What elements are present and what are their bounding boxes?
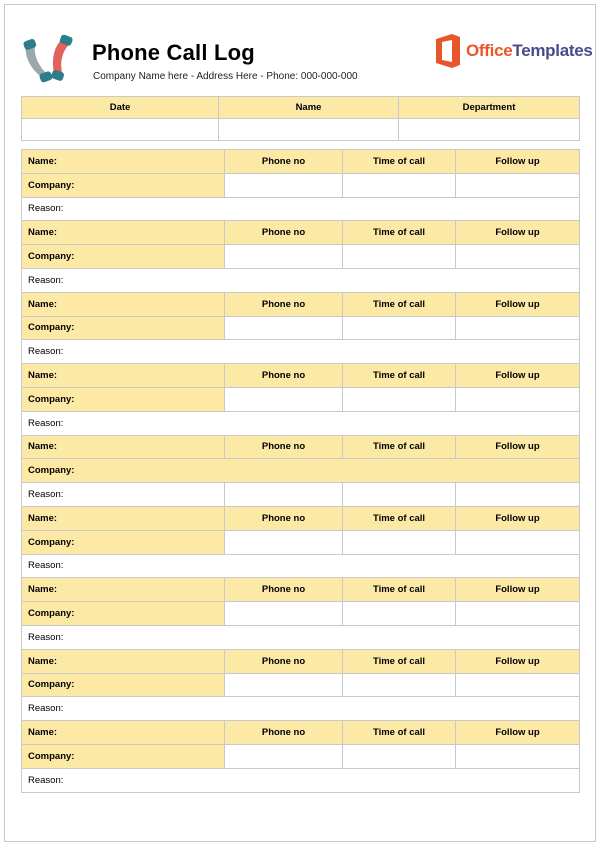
date-field[interactable] <box>22 119 219 141</box>
phone-no-field[interactable] <box>225 744 343 768</box>
phone-no-header: Phone no <box>225 721 343 745</box>
time-of-call-header: Time of call <box>343 578 456 602</box>
phone-no-header: Phone no <box>225 292 343 316</box>
follow-up-header: Follow up <box>456 221 580 245</box>
log-entry-reason-row <box>22 411 580 435</box>
log-entry-reason-row <box>22 268 580 292</box>
time-of-call-field[interactable] <box>343 316 456 340</box>
reason-label[interactable]: Reason: <box>22 268 580 292</box>
summary-input-row <box>22 119 580 141</box>
time-of-call-header: Time of call <box>343 435 456 459</box>
time-of-call-field[interactable] <box>343 173 456 197</box>
company-label: Company: <box>22 530 225 554</box>
time-of-call-header: Time of call <box>343 364 456 388</box>
time-of-call-field[interactable] <box>343 245 456 269</box>
date-header: Date <box>22 97 219 119</box>
brand-name <box>466 41 593 61</box>
department-header: Department <box>399 97 580 119</box>
company-label: Company: <box>22 387 225 411</box>
log-entry-name-row <box>22 364 580 388</box>
phone-no-header: Phone no <box>225 435 343 459</box>
follow-up-field[interactable] <box>456 245 580 269</box>
log-entry-company-row <box>22 316 580 340</box>
phone-no-field[interactable] <box>225 316 343 340</box>
follow-up-field[interactable] <box>456 387 580 411</box>
time-of-call-field[interactable] <box>343 530 456 554</box>
office-logo-icon <box>434 34 462 68</box>
brand-office-text: Office <box>466 41 513 60</box>
phone-no-field[interactable] <box>225 483 343 507</box>
time-of-call-header: Time of call <box>343 150 456 174</box>
department-field[interactable] <box>399 119 580 141</box>
reason-label[interactable]: Reason: <box>22 697 580 721</box>
follow-up-header: Follow up <box>456 364 580 388</box>
log-entry-company-row <box>22 459 580 483</box>
brand-templates-text: Templates <box>512 41 593 60</box>
name-label: Name: <box>22 506 225 530</box>
log-entry-name-row <box>22 578 580 602</box>
follow-up-header: Follow up <box>456 435 580 459</box>
follow-up-header: Follow up <box>456 292 580 316</box>
reason-label[interactable]: Reason: <box>22 340 580 364</box>
follow-up-header: Follow up <box>456 649 580 673</box>
log-entry-company-row <box>22 673 580 697</box>
follow-up-field[interactable] <box>456 483 580 507</box>
follow-up-field[interactable] <box>456 673 580 697</box>
follow-up-header: Follow up <box>456 721 580 745</box>
name-field[interactable] <box>219 119 399 141</box>
name-label: Name: <box>22 292 225 316</box>
call-log-body <box>22 150 580 793</box>
log-entry-reason-row <box>22 340 580 364</box>
phone-no-field[interactable] <box>225 173 343 197</box>
time-of-call-field[interactable] <box>343 673 456 697</box>
name-label: Name: <box>22 150 225 174</box>
time-of-call-field[interactable] <box>343 483 456 507</box>
log-entry-company-row <box>22 387 580 411</box>
name-label: Name: <box>22 578 225 602</box>
log-entry-name-row <box>22 435 580 459</box>
log-entry-name-row <box>22 721 580 745</box>
company-info: Company Name here - Address Here - Phone: 000-000-000 <box>93 71 358 82</box>
follow-up-field[interactable] <box>456 316 580 340</box>
time-of-call-field[interactable] <box>343 602 456 626</box>
log-entry-reason-row <box>22 197 580 221</box>
phone-no-field[interactable] <box>225 530 343 554</box>
company-label: Company: <box>22 173 225 197</box>
follow-up-field[interactable] <box>456 173 580 197</box>
brand-logo <box>434 32 593 70</box>
log-entry-company-row <box>22 530 580 554</box>
phone-no-field[interactable] <box>225 387 343 411</box>
phone-no-header: Phone no <box>225 506 343 530</box>
follow-up-header: Follow up <box>456 150 580 174</box>
phone-no-header: Phone no <box>225 649 343 673</box>
time-of-call-header: Time of call <box>343 721 456 745</box>
page-title: Phone Call Log <box>92 40 255 65</box>
time-of-call-field[interactable] <box>343 744 456 768</box>
phone-no-header: Phone no <box>225 150 343 174</box>
log-entry-company-row <box>22 245 580 269</box>
phone-no-field[interactable] <box>225 673 343 697</box>
phone-no-field[interactable] <box>225 245 343 269</box>
time-of-call-header: Time of call <box>343 292 456 316</box>
company-label: Company: <box>22 245 225 269</box>
log-entry-company-row <box>22 602 580 626</box>
follow-up-header: Follow up <box>456 578 580 602</box>
log-entry-name-row <box>22 649 580 673</box>
log-entry-name-row <box>22 292 580 316</box>
call-log-table <box>21 149 580 793</box>
reason-label[interactable]: Reason: <box>22 554 580 578</box>
name-label: Name: <box>22 435 225 459</box>
log-entry-reason-row <box>22 768 580 792</box>
phone-no-header: Phone no <box>225 221 343 245</box>
reason-label[interactable]: Reason: <box>22 411 580 435</box>
company-label: Company: <box>22 673 225 697</box>
follow-up-field[interactable] <box>456 602 580 626</box>
phone-no-header: Phone no <box>225 364 343 388</box>
log-entry-reason-row <box>22 554 580 578</box>
log-entry-name-row <box>22 221 580 245</box>
log-entry-reason-row <box>22 697 580 721</box>
time-of-call-field[interactable] <box>343 387 456 411</box>
phones-icon <box>22 34 88 84</box>
name-label: Name: <box>22 221 225 245</box>
follow-up-field[interactable] <box>456 530 580 554</box>
phone-no-header: Phone no <box>225 578 343 602</box>
log-entry-company-row <box>22 744 580 768</box>
phone-no-field[interactable] <box>225 602 343 626</box>
company-label: Company: <box>22 602 225 626</box>
log-entry-reason-row <box>22 625 580 649</box>
name-header: Name <box>219 97 399 119</box>
company-label: Company: <box>22 316 225 340</box>
reason-label[interactable]: Reason: <box>22 625 580 649</box>
reason-label[interactable]: Reason: <box>22 197 580 221</box>
time-of-call-header: Time of call <box>343 649 456 673</box>
follow-up-field[interactable] <box>456 744 580 768</box>
company-label: Company: <box>22 459 580 483</box>
name-label: Name: <box>22 649 225 673</box>
summary-table <box>21 96 580 141</box>
summary-header-row <box>22 97 580 119</box>
log-entry-name-row <box>22 150 580 174</box>
reason-label: Reason: <box>22 483 225 507</box>
time-of-call-header: Time of call <box>343 506 456 530</box>
company-label: Company: <box>22 744 225 768</box>
reason-label[interactable]: Reason: <box>22 768 580 792</box>
log-entry-reason-row <box>22 483 580 507</box>
follow-up-header: Follow up <box>456 506 580 530</box>
log-entry-name-row <box>22 506 580 530</box>
name-label: Name: <box>22 721 225 745</box>
time-of-call-header: Time of call <box>343 221 456 245</box>
name-label: Name: <box>22 364 225 388</box>
log-entry-company-row <box>22 173 580 197</box>
